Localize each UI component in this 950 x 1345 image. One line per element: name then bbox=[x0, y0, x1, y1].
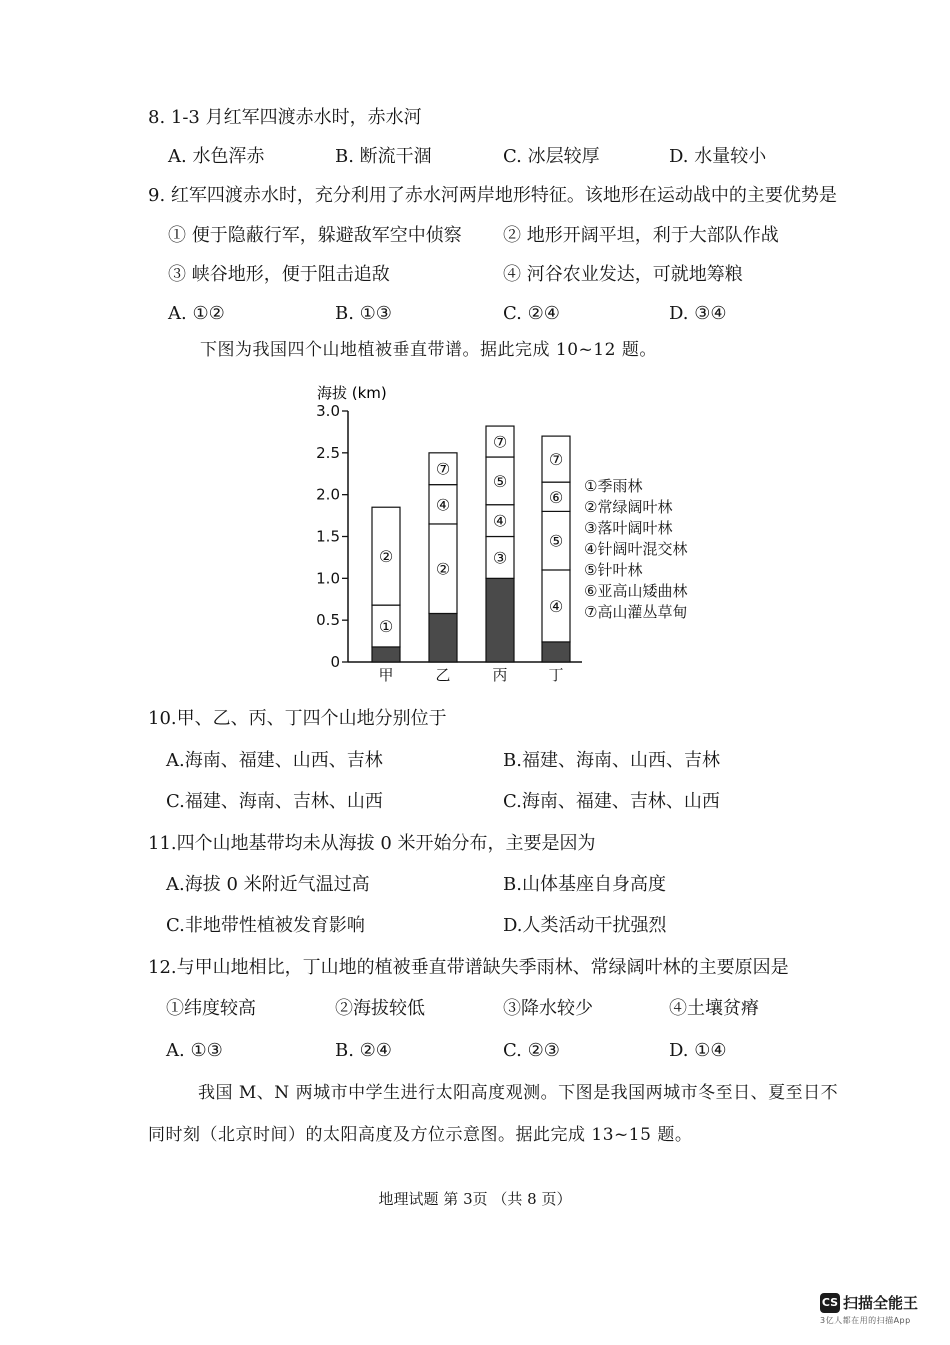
base-band-3 bbox=[542, 642, 570, 662]
x-tick-label-3: 丁 bbox=[548, 666, 564, 684]
page-footer: 地理试题 第 3页 （共 8 页） bbox=[378, 1190, 572, 1208]
scanner-watermark bbox=[820, 1292, 918, 1326]
q8-option-a: A. 水色浑赤 bbox=[168, 146, 265, 167]
q12-item-3: ③降水较少 bbox=[503, 998, 593, 1019]
q12-item-1: ①纬度较高 bbox=[166, 998, 256, 1019]
intro-10-12: 下图为我国四个山地植被垂直带谱。据此完成 10~12 题。 bbox=[200, 340, 657, 360]
q9-stem: 9. 红军四渡赤水时，充分利用了赤水河两岸地形特征。该地形在运动战中的主要优势是 bbox=[148, 185, 837, 206]
legend-item-5: ⑤针叶林 bbox=[584, 561, 643, 579]
zone-label-3-2: ⑥ bbox=[548, 487, 564, 507]
q12-option-c: C. ②③ bbox=[503, 1040, 560, 1061]
q11-option-b: B.山体基座自身高度 bbox=[503, 874, 666, 895]
zone-label-0-0: ① bbox=[378, 617, 394, 637]
x-tick-labels bbox=[378, 666, 563, 684]
q12-option-b: B. ②④ bbox=[335, 1040, 392, 1061]
q9-item-4: ④ 河谷农业发达，可就地筹粮 bbox=[503, 264, 743, 285]
q9-item-1: ① 便于隐蔽行军，躲避敌军空中侦察 bbox=[168, 225, 462, 246]
zone-label-0-1: ② bbox=[378, 547, 394, 567]
q11-option-d: D.人类活动干扰强烈 bbox=[503, 915, 667, 936]
q8-stem: 8. 1-3 月红军四渡赤水时，赤水河 bbox=[148, 107, 422, 128]
scanner-app-name: 扫描全能王 bbox=[843, 1294, 919, 1312]
q9-option-b: B. ①③ bbox=[335, 303, 392, 324]
y-axis-label: 海拔 (km) bbox=[317, 384, 387, 402]
y-tick-label-5: 2.5 bbox=[316, 443, 340, 462]
q8-option-c: C. 冰层较厚 bbox=[503, 146, 600, 167]
chart-bars bbox=[372, 426, 570, 662]
q10-option-d: C.海南、福建、吉林、山西 bbox=[503, 791, 720, 812]
scanner-logo-icon: CS bbox=[820, 1293, 840, 1313]
q11-option-a: A.海拔 0 米附近气温过高 bbox=[166, 874, 370, 895]
q9-option-c: C. ②④ bbox=[503, 303, 560, 324]
x-tick-label-0: 甲 bbox=[378, 666, 394, 684]
zone-label-1-2: ⑦ bbox=[435, 459, 451, 479]
q12-option-d: D. ①④ bbox=[669, 1040, 727, 1061]
y-tick-label-6: 3.0 bbox=[316, 402, 340, 420]
y-tick-label-1: 0.5 bbox=[316, 611, 340, 630]
x-tick-label-2: 丙 bbox=[492, 666, 508, 684]
zone-label-2-3: ⑦ bbox=[492, 432, 508, 452]
y-tick-label-2: 1.0 bbox=[316, 569, 340, 588]
x-tick-label-1: 乙 bbox=[435, 666, 451, 684]
q8-option-b: B. 断流干涸 bbox=[335, 146, 432, 167]
q12-stem: 12.与甲山地相比，丁山地的植被垂直带谱缺失季雨林、常绿阔叶林的主要原因是 bbox=[148, 957, 789, 978]
base-band-0 bbox=[372, 647, 400, 662]
q11-option-c: C.非地带性植被发育影响 bbox=[166, 915, 365, 936]
q9-item-2: ② 地形开阔平坦，利于大部队作战 bbox=[503, 225, 779, 246]
q10-option-b: B.福建、海南、山西、吉林 bbox=[503, 750, 720, 771]
q8-option-d: D. 水量较小 bbox=[669, 146, 767, 167]
legend-item-1: ①季雨林 bbox=[584, 477, 643, 495]
y-tick-label-0: 0 bbox=[330, 653, 340, 671]
legend-item-3: ③落叶阔叶林 bbox=[584, 519, 673, 537]
legend-item-6: ⑥亚高山矮曲林 bbox=[584, 582, 688, 600]
zone-label-2-1: ④ bbox=[492, 511, 508, 531]
q10-stem: 10.甲、乙、丙、丁四个山地分别位于 bbox=[148, 708, 447, 729]
y-tick-label-3: 1.5 bbox=[316, 527, 340, 546]
intro-13-15-line1: 我国 M、N 两城市中学生进行太阳高度观测。下图是我国两城市冬至日、夏至日不 bbox=[198, 1083, 839, 1103]
zone-label-3-0: ④ bbox=[548, 596, 564, 616]
zone-label-2-0: ③ bbox=[492, 548, 508, 568]
q9-item-3: ③ 峡谷地形，便于阻击追敌 bbox=[168, 264, 390, 285]
vegetation-zone-chart bbox=[300, 378, 590, 690]
zone-label-1-1: ④ bbox=[435, 495, 451, 515]
zone-label-2-2: ⑤ bbox=[492, 471, 508, 491]
intro-13-15-line2: 同时刻（北京时间）的太阳高度及方位示意图。据此完成 13~15 题。 bbox=[148, 1125, 693, 1145]
q12-item-2: ②海拔较低 bbox=[335, 998, 425, 1019]
scanner-tagline: 3亿人都在用的扫描App bbox=[820, 1316, 911, 1325]
q9-option-d: D. ③④ bbox=[669, 303, 727, 324]
zone-label-3-1: ⑤ bbox=[548, 531, 564, 551]
y-tick-label-4: 2.0 bbox=[316, 485, 340, 504]
legend-item-4: ④针阔叶混交林 bbox=[584, 540, 688, 558]
q10-option-c: C.福建、海南、吉林、山西 bbox=[166, 791, 383, 812]
legend-item-2: ②常绿阔叶林 bbox=[584, 498, 673, 516]
q12-item-4: ④土壤贫瘠 bbox=[669, 998, 759, 1019]
base-band-1 bbox=[429, 613, 457, 662]
q11-stem: 11.四个山地基带均未从海拔 0 米开始分布，主要是因为 bbox=[148, 833, 596, 854]
q12-option-a: A. ①③ bbox=[166, 1040, 223, 1061]
chart-legend bbox=[584, 476, 687, 623]
q9-option-a: A. ①② bbox=[168, 303, 225, 324]
q10-option-a: A.海南、福建、山西、吉林 bbox=[166, 750, 383, 771]
zone-label-3-3: ⑦ bbox=[548, 450, 564, 470]
zone-label-1-0: ② bbox=[435, 559, 451, 579]
base-band-2 bbox=[486, 578, 514, 662]
legend-item-7: ⑦高山灌丛草甸 bbox=[584, 603, 688, 621]
